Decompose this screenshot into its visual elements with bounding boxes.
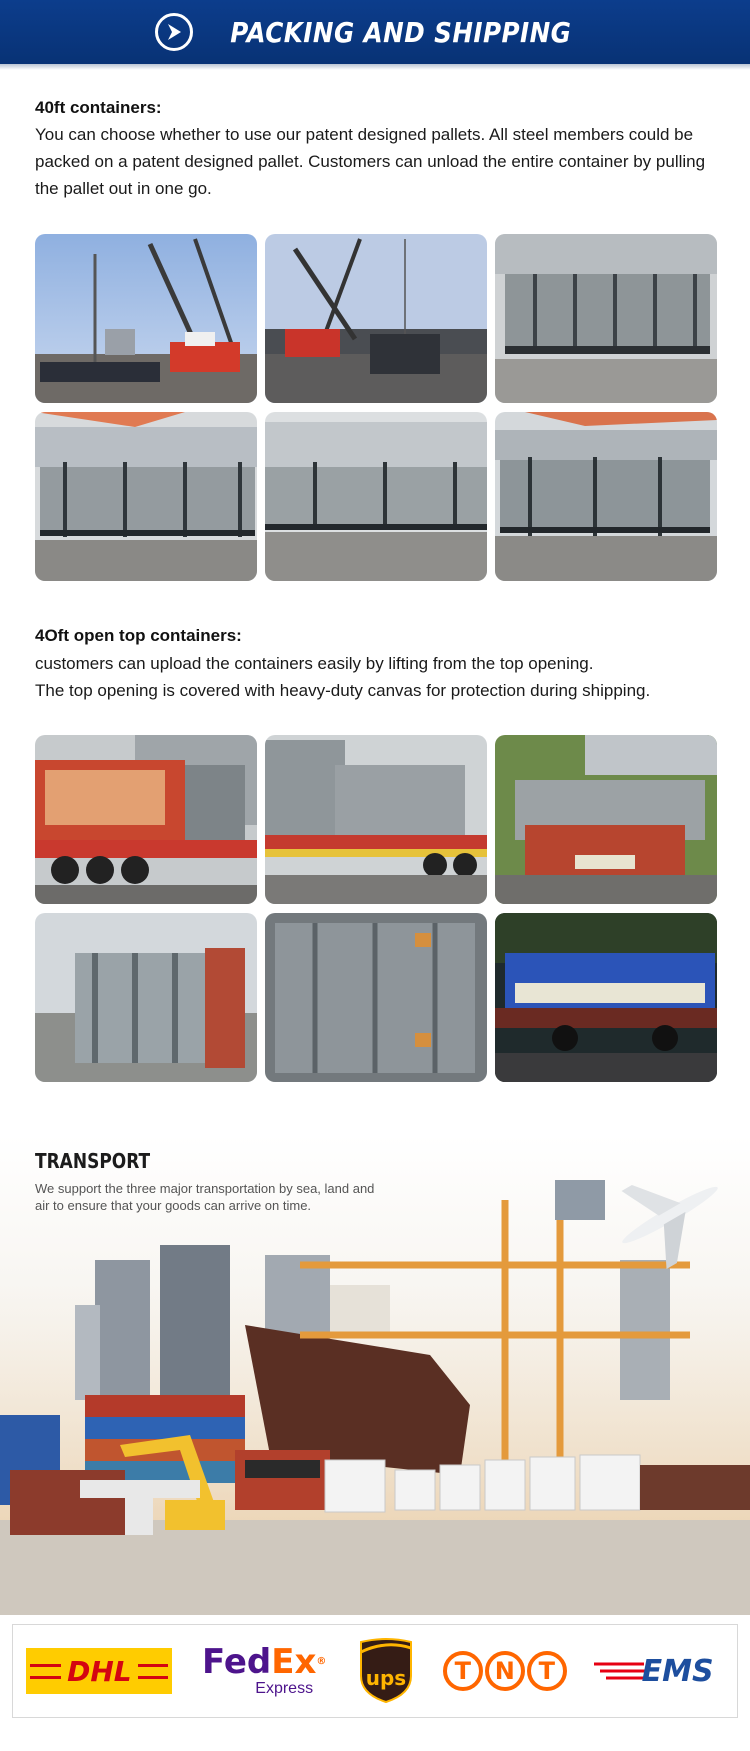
ups-logo [356,1637,416,1705]
transport-description: We support the three major transportation by sea, land and air to ensure that your goods can arrive on time. [35,1181,375,1213]
tnt-logo [443,1651,567,1691]
photo-truck-night [495,913,717,1082]
tnt-letter-n: N [485,1651,525,1691]
photo-steel-beams-grey [265,913,487,1082]
photo-truck-loading-2 [265,735,487,904]
page-title: PACKING AND SHIPPING [230,15,572,49]
banner-shadow [0,64,750,70]
fedex-fed-text: Fed [201,1642,272,1682]
carrier-logos [12,1624,738,1718]
photo-pallet-yard-1 [35,412,257,581]
tnt-letter-t2: T [527,1651,567,1691]
photo-crane-lifting [35,234,257,403]
ems-logo [594,1654,724,1689]
dhl-logo [26,1648,172,1694]
section-title-open-top: 4Oft open top containers: [35,626,242,645]
photo-crawler-crane [265,234,487,403]
tnt-letter-t1: T [443,1651,483,1691]
photo-grid-open-top [35,735,717,1082]
section-title-40ft: 40ft containers: [35,98,162,117]
section-text-40ft: You can choose whether to use our patent designed pallets. All steel members could be packed on a patent designed pallet. Customers can unload the entire container by pulling the pallet out in one go. [35,125,706,198]
photo-pallet-yard-2 [265,412,487,581]
transport-title: TRANSPORT [35,1149,151,1173]
fedex-logo: FedEx® Express [201,1642,327,1697]
header-banner [0,0,750,64]
ups-logo-text: ups [365,1666,407,1690]
dhl-logo-text: DHL [61,1655,138,1688]
photo-steel-beams-stack [35,913,257,1082]
photo-truck-loading-1 [35,735,257,904]
transport-section [0,1135,750,1615]
section-text-open-top-1: customers can upload the containers easily by lifting from the top opening. [35,654,594,673]
chevron-right-icon [155,13,193,51]
section-text-open-top-2: The top opening is covered with heavy-duty canvas for protection during shipping. [35,681,651,700]
photo-pallet-warehouse [495,234,717,403]
photo-grid-40ft [35,234,717,581]
fedex-ex-text: Ex [271,1642,317,1682]
photo-pallet-yard-3 [495,412,717,581]
photo-truck-loading-3 [495,735,717,904]
fedex-express-text: Express [255,1680,314,1697]
ems-logo-text: EMS [641,1653,714,1689]
